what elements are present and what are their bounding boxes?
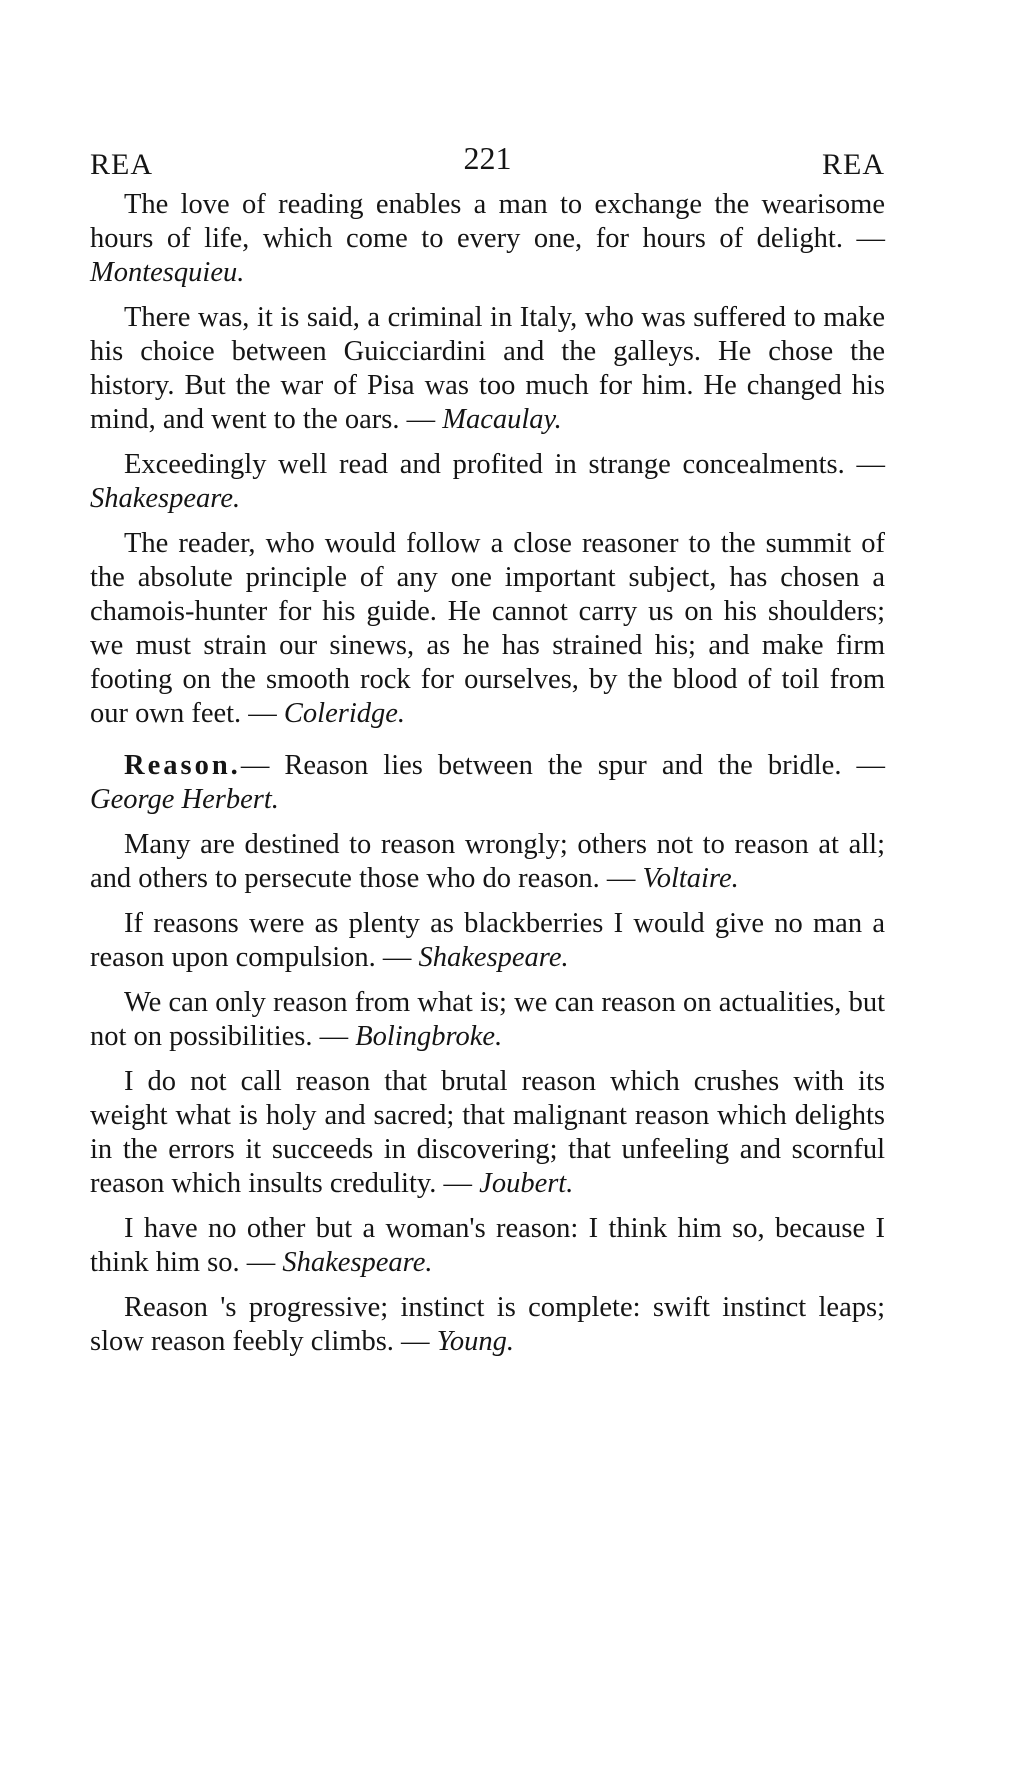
quotation-text: We can only reason from what is; we can reason on actualities, but not on possibilities. — (90, 987, 885, 1052)
page-number: 221 (463, 140, 512, 176)
header-right-catchword: REA (822, 148, 885, 181)
quotation-text: Many are destined to reason wrongly; others not to reason at all; and others to persecute those who do reason. — (90, 829, 885, 894)
quotation-text: If reasons were as plenty as blackberries I would give no man a reason upon compulsion. — (90, 908, 885, 973)
quotation-entry (90, 527, 885, 731)
quotation-entry (90, 828, 885, 896)
quotation-author: Joubert. (479, 1168, 574, 1199)
running-header (90, 128, 885, 180)
quotation-entry (90, 907, 885, 975)
quotation-text: Reason 's progressive; instinct is complete: swift instinct leaps; slow reason feebly climbs. — (90, 1292, 885, 1357)
quotation-author: Shakespeare. (418, 942, 569, 973)
quotation-author: Macaulay. (442, 404, 562, 435)
quotation-text: Exceedingly well read and profited in strange concealments. — (124, 449, 885, 480)
section-headword: Reason. (124, 750, 241, 781)
quotation-entry (90, 1291, 885, 1359)
quotation-author: Young. (436, 1326, 515, 1357)
quotation-entry (90, 448, 885, 516)
quotation-author: Montesquieu. (90, 257, 245, 288)
quotation-text: I do not call reason that brutal reason which crushes with its weight what is holy and sacred; that malignant reason which delights in the errors it succeeds in discovering; that unfeeling and scornful reason which insults credulity. — (90, 1066, 885, 1199)
quotation-author: Voltaire. (642, 863, 739, 894)
book-page (90, 128, 885, 1370)
quotation-list (90, 188, 885, 1359)
quotation-author: Shakespeare. (282, 1247, 433, 1278)
quotation-author: George Herbert. (90, 784, 279, 815)
quotation-entry (90, 188, 885, 290)
header-left-catchword: REA (90, 148, 153, 181)
quotation-text: I have no other but a woman's reason: I think him so, because I think him so. — (90, 1213, 885, 1278)
quotation-entry (90, 986, 885, 1054)
quotation-author: Bolingbroke. (355, 1021, 503, 1052)
quotation-entry (90, 1212, 885, 1280)
quotation-entry (90, 749, 885, 817)
quotation-text: — Reason lies between the spur and the bridle. — (240, 750, 885, 781)
quotation-author: Coleridge. (283, 698, 406, 729)
quotation-text: There was, it is said, a criminal in Italy, who was suffered to make his choice between Guicciardini and the galleys. He chose the history. But the war of Pisa was too much for him. He changed his mind, and went to the oars. — (90, 302, 885, 435)
quotation-entry (90, 301, 885, 437)
quotation-entry (90, 1065, 885, 1201)
quotation-text: The love of reading enables a man to exchange the wearisome hours of life, which come to every one, for hours of delight. — (90, 189, 885, 254)
quotation-author: Shakespeare. (90, 483, 241, 514)
quotation-text: The reader, who would follow a close reasoner to the summit of the absolute principle of any one important subject, has chosen a chamois-hunter for his guide. He cannot carry us on his shoulders; we must strain our sinews, as he has strained his; and make firm footing on the smooth rock for ourselves, by the blood of toil from our own feet. — (90, 528, 885, 729)
